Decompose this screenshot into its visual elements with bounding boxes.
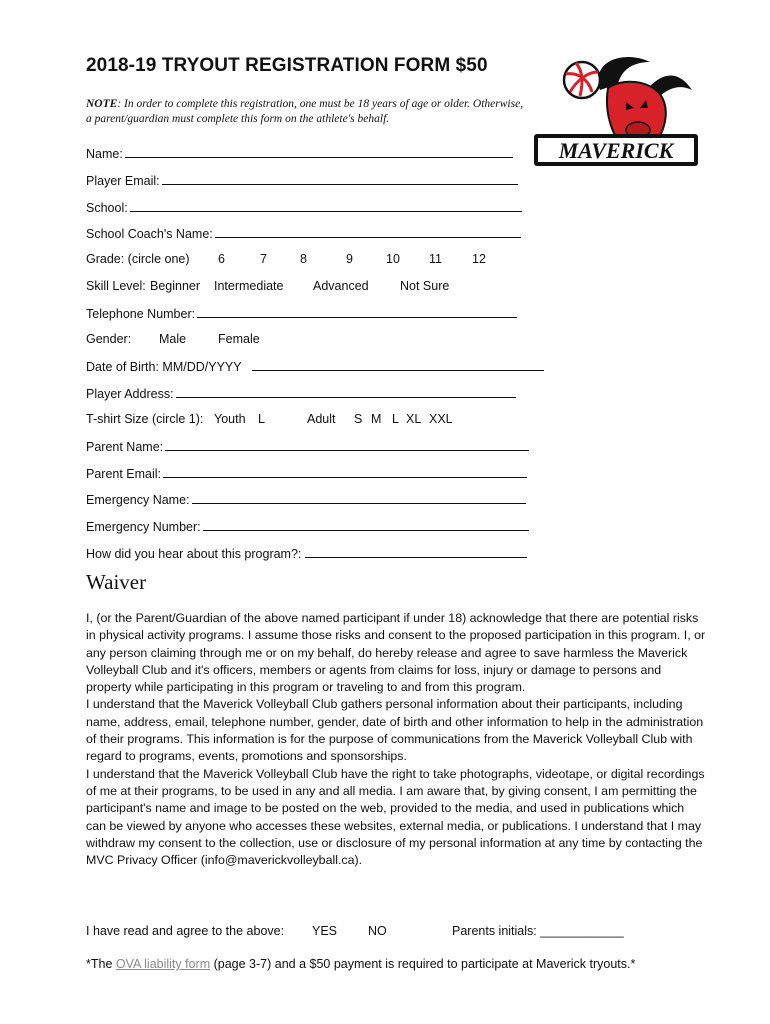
gender-option-female[interactable]: Female xyxy=(218,332,260,346)
parents-initials-field[interactable]: Parents initials: ____________ xyxy=(452,924,624,938)
tshirt-label: T-shirt Size (circle 1): xyxy=(86,412,204,426)
note-text: : In order to complete this registration, one must be 18 years of age or older. Otherwise, a parent/guardian must complete this form on the athlete's behalf. xyxy=(86,98,524,125)
tshirt-adult-l[interactable]: L xyxy=(392,412,399,426)
parent-email-label: Parent Email: xyxy=(86,467,162,481)
parent-name-label: Parent Name: xyxy=(86,440,164,454)
parent-name-row xyxy=(86,437,529,455)
school-row xyxy=(86,198,522,216)
gender-option-male[interactable]: Male xyxy=(159,332,187,346)
parent-email-field[interactable] xyxy=(163,464,527,478)
coach-row xyxy=(86,224,521,242)
waiver-paragraph-1: I, (or the Parent/Guardian of the above named participant if under 18) acknowledge that there are potential risks in physical activity programs. I assume those risks and consent to the proposed participation in this program. I, or any person claiming through me or on my behalf, do hereby release and agree to save harmless the Maverick Volleyball Club and it's officers, members or agents from claims for loss, injury or damage to persons and property while participating in this program or traveling to and from this program. xyxy=(86,611,706,695)
parent-email-row xyxy=(86,464,527,482)
footer-post: (page 3-7) and a $50 payment is required to participate at Maverick tryouts.* xyxy=(210,957,636,971)
emergency-number-label: Emergency Number: xyxy=(86,520,201,534)
footer-note xyxy=(86,955,635,973)
name-row xyxy=(86,144,513,162)
tshirt-adult-xxl[interactable]: XXL xyxy=(429,412,453,426)
emergency-name-field[interactable] xyxy=(192,490,526,504)
grade-option-9[interactable]: 9 xyxy=(346,252,353,266)
logo-wordmark: MAVERICK xyxy=(558,138,674,163)
player-email-row xyxy=(86,171,518,189)
skill-option-beginner[interactable]: Beginner xyxy=(150,279,201,293)
coach-field[interactable] xyxy=(215,224,521,238)
school-field[interactable] xyxy=(130,198,522,212)
age-note xyxy=(86,97,526,127)
name-label: Name: xyxy=(86,147,123,161)
player-email-field[interactable] xyxy=(162,171,518,185)
emergency-name-label: Emergency Name: xyxy=(86,493,190,507)
heard-row xyxy=(86,544,527,562)
heard-field[interactable] xyxy=(305,544,527,558)
grade-option-6[interactable]: 6 xyxy=(218,252,225,266)
grade-option-11[interactable]: 11 xyxy=(429,252,442,266)
tshirt-adult-m[interactable]: M xyxy=(371,412,382,426)
tshirt-youth-label: Youth xyxy=(214,412,246,426)
tshirt-youth-l[interactable]: L xyxy=(258,412,265,426)
address-label: Player Address: xyxy=(86,387,174,401)
tshirt-adult-xl[interactable]: XL xyxy=(406,412,422,426)
dob-label: Date of Birth: MM/DD/YYYY xyxy=(86,360,242,374)
waiver-paragraph-3: I understand that the Maverick Volleyball Club have the right to take photographs, videotape, or digital recordings of me at their programs, to be used in any and all media. I am aware that, by giving consent, I am permitting the participant's name and image to be posted on the web, provided to the media, and used in publications which can be viewed by anyone who accesses these websites, external media, or publications. I understand that I may withdraw my consent to the collection, use or disclosure of my personal information at any time by contacting the MVC Privacy Officer (info@maverickvolleyball.ca). xyxy=(86,766,705,868)
agree-no-option[interactable]: NO xyxy=(368,924,387,938)
telephone-label: Telephone Number: xyxy=(86,307,196,321)
address-row xyxy=(86,384,516,402)
note-label: NOTE xyxy=(86,98,118,110)
telephone-field[interactable] xyxy=(197,304,517,318)
grade-option-7[interactable]: 7 xyxy=(260,252,267,266)
skill-option-intermediate[interactable]: Intermediate xyxy=(214,279,284,293)
skill-option-not-sure[interactable]: Not Sure xyxy=(400,279,450,293)
waiver-heading: Waiver xyxy=(86,570,147,594)
grade-option-8[interactable]: 8 xyxy=(300,252,307,266)
tshirt-adult-label: Adult xyxy=(307,412,336,426)
agree-label: I have read and agree to the above: xyxy=(86,924,285,938)
dob-field[interactable] xyxy=(252,357,544,371)
skill-option-advanced[interactable]: Advanced xyxy=(313,279,369,293)
address-field[interactable] xyxy=(176,384,516,398)
coach-label: School Coach's Name: xyxy=(86,227,213,241)
form-title: 2018-19 TRYOUT REGISTRATION FORM $50 xyxy=(86,55,488,76)
maverick-logo xyxy=(530,50,702,172)
telephone-row xyxy=(86,304,517,322)
emergency-number-field[interactable] xyxy=(203,517,529,531)
grade-option-12[interactable]: 12 xyxy=(472,252,486,266)
skill-label: Skill Level: xyxy=(86,279,146,293)
footer-pre: *The xyxy=(86,957,116,971)
gender-label: Gender: xyxy=(86,332,132,346)
name-field[interactable] xyxy=(125,144,513,158)
waiver-body xyxy=(86,610,706,869)
emergency-name-row xyxy=(86,490,526,508)
tshirt-adult-s[interactable]: S xyxy=(354,412,363,426)
dob-row xyxy=(86,357,544,375)
ova-liability-link[interactable]: OVA liability form xyxy=(115,957,211,971)
emergency-number-row xyxy=(86,517,529,535)
grade-label: Grade: (circle one) xyxy=(86,252,190,266)
player-email-label: Player Email: xyxy=(86,174,160,188)
waiver-paragraph-2: I understand that the Maverick Volleyball Club gathers personal information about their participants, including name, address, email, telephone number, gender, date of birth and other information to help in the administration of their programs. This information is for the purpose of communications from the Maverick Volleyball Club with regard to programs, events, promotions and sponsorships. xyxy=(86,697,704,764)
parent-name-field[interactable] xyxy=(165,437,529,451)
agree-yes-option[interactable]: YES xyxy=(312,924,338,938)
grade-option-10[interactable]: 10 xyxy=(386,252,400,266)
school-label: School: xyxy=(86,201,128,215)
heard-label: How did you hear about this program?: xyxy=(86,547,302,561)
